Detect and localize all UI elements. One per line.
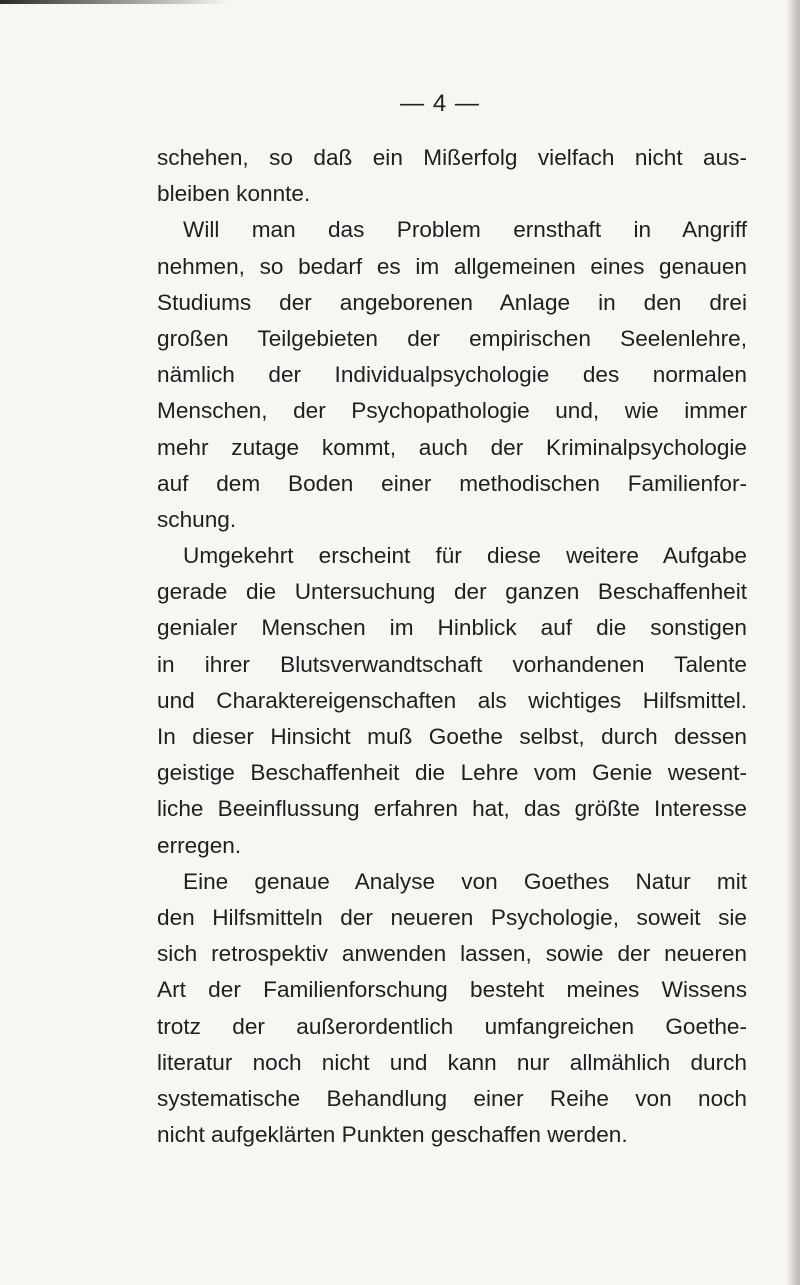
text-line: Eine genaue Analyse von Goethes Natur mit	[183, 868, 747, 894]
body-text	[157, 140, 747, 1153]
text-line: auf dem Boden einer methodischen Familienfor-	[157, 470, 747, 496]
text-line: schehen, so daß ein Mißerfolg vielfach nicht aus-	[157, 145, 747, 170]
text-line: Will man das Problem ernsthaft in Angriff	[183, 217, 747, 243]
text-line: mehr zutage kommt, auch der Kriminalpsychologie	[157, 434, 747, 460]
text-line: Studiums der angeborenen Anlage in den drei	[157, 289, 747, 315]
text-line: Umgekehrt erscheint für diese weitere Aufgabe	[183, 543, 747, 569]
text-line: Art der Familienforschung besteht meines Wissens	[157, 977, 747, 1003]
text-line: in ihrer Blutsverwandtschaft vorhandenen Talente	[157, 651, 747, 677]
text-line: nicht aufgeklärten Punkten geschaffen werden.	[157, 1122, 628, 1148]
text-line: nämlich der Individualpsychologie des normalen	[157, 362, 747, 388]
text-line: den Hilfsmitteln der neueren Psychologie, soweit sie	[157, 904, 747, 930]
text-line: sich retrospektiv anwenden lassen, sowie der neueren	[157, 941, 747, 967]
text-line: und Charaktereigenschaften als wichtiges Hilfsmittel.	[157, 687, 747, 713]
text-line: nehmen, so bedarf es im allgemeinen eines genauen	[157, 253, 747, 279]
text-line: liche Beeinflussung erfahren hat, das größte Interesse	[157, 796, 747, 822]
text-line: In dieser Hinsicht muß Goethe selbst, durch dessen	[157, 724, 747, 749]
text-line: systematische Behandlung einer Reihe von noch	[157, 1085, 747, 1111]
text-line: literatur noch nicht und kann nur allmählich durch	[157, 1049, 747, 1075]
text-line: geistige Beschaffenheit die Lehre vom Genie wesent-	[157, 760, 747, 786]
text-line: genialer Menschen im Hinblick auf die sonstigen	[157, 615, 747, 641]
text-line: schung.	[157, 506, 237, 532]
text-line: Menschen, der Psychopathologie und, wie immer	[157, 398, 747, 424]
scan-edge-right	[786, 0, 800, 1285]
text-line: erregen.	[157, 832, 242, 858]
text-line: trotz der außerordentlich umfangreichen Goethe-	[157, 1013, 747, 1039]
text-line: großen Teilgebieten der empirischen Seelenlehre,	[157, 325, 747, 351]
page-number: — 4 —	[400, 90, 480, 117]
scan-edge-top	[0, 0, 230, 4]
text-line: gerade die Untersuchung der ganzen Beschaffenheit	[157, 579, 747, 605]
text-line: bleiben konnte.	[157, 181, 311, 207]
